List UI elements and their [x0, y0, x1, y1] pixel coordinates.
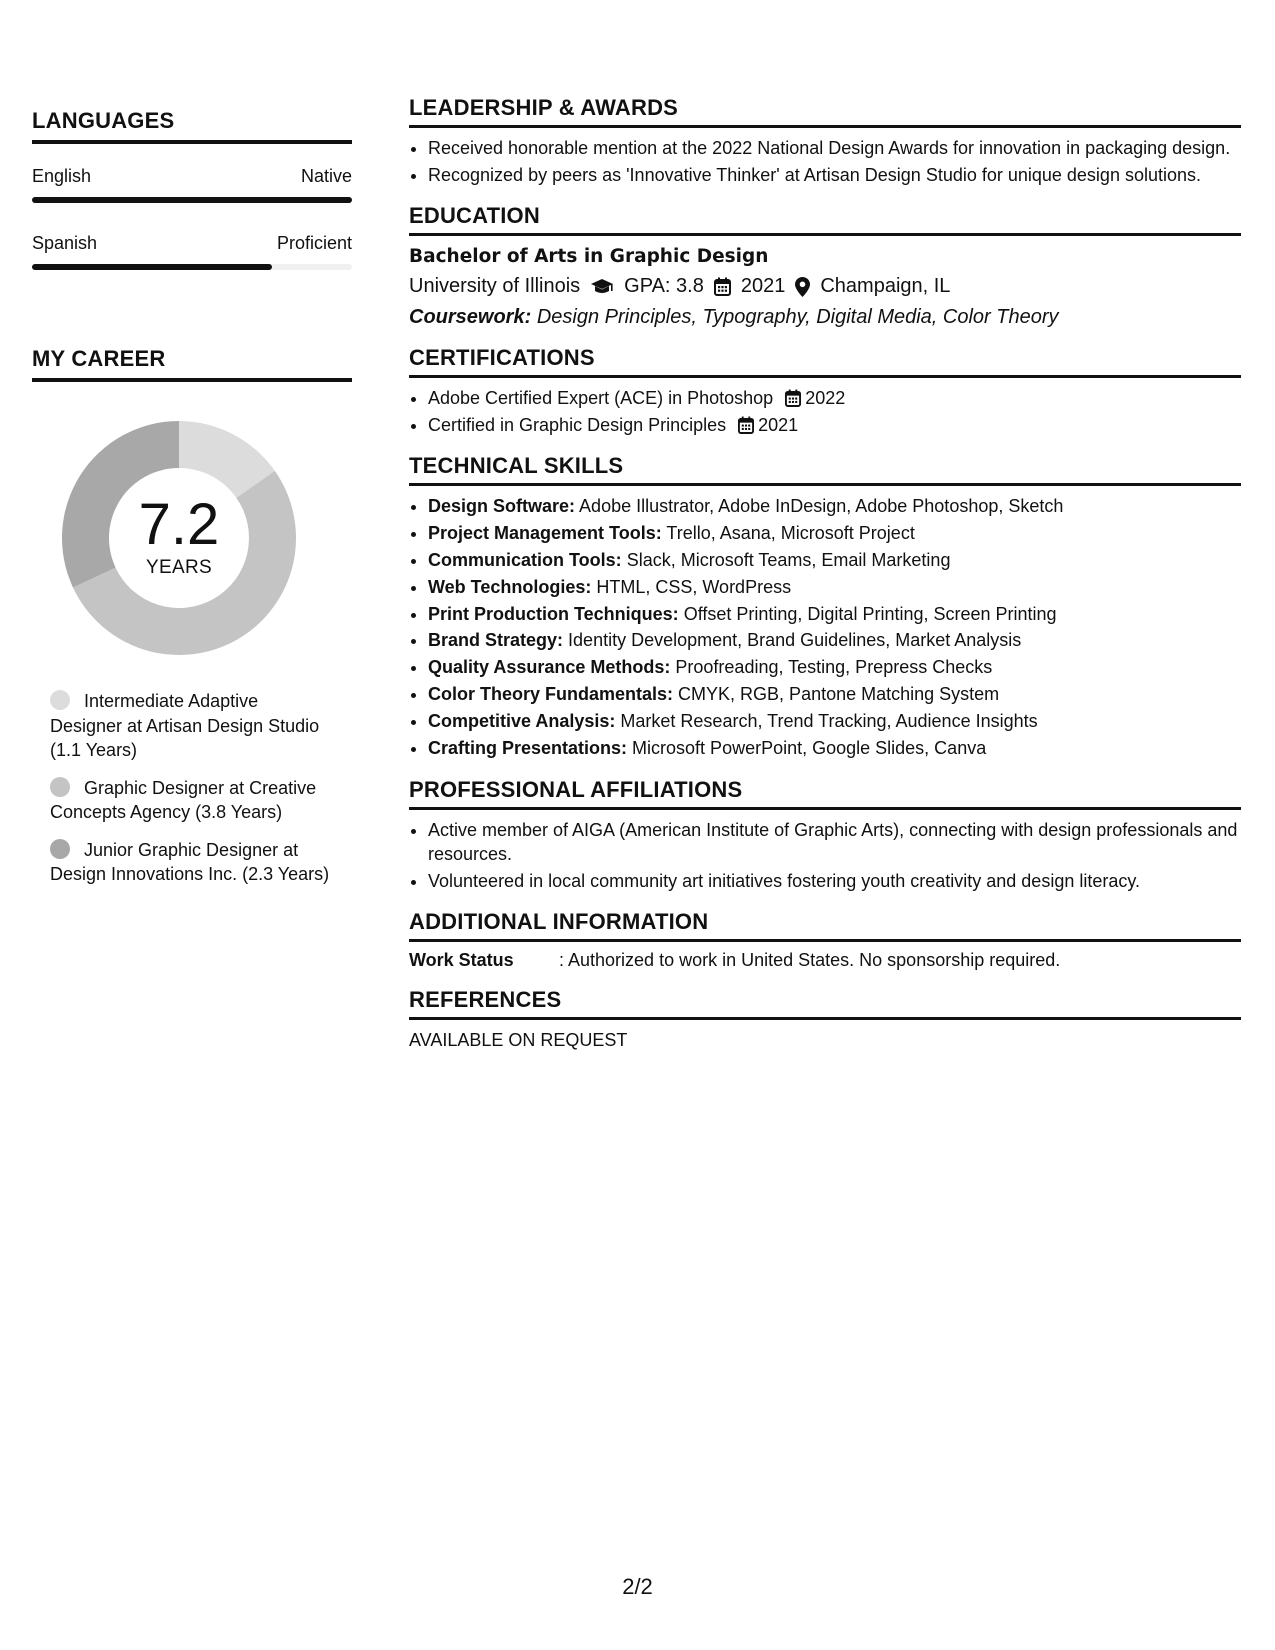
skill-label: Web Technologies:	[428, 576, 592, 597]
list-item	[428, 548, 1241, 573]
list-item	[428, 386, 1241, 411]
certification-year: 2021	[758, 414, 799, 435]
list-item	[428, 736, 1241, 761]
graduation-cap-icon	[590, 278, 614, 296]
certifications-list	[409, 386, 1241, 437]
skills-heading: TECHNICAL SKILLS	[409, 453, 1241, 486]
skill-value: Trello, Asana, Microsoft Project	[666, 522, 915, 543]
calendar-icon	[714, 277, 731, 296]
skill-label: Project Management Tools:	[428, 522, 662, 543]
list-item	[428, 709, 1241, 734]
skill-label: Competitive Analysis:	[428, 711, 616, 732]
skill-label: Brand Strategy:	[428, 630, 564, 651]
career-legend	[50, 689, 335, 887]
additional-info-heading: ADDITIONAL INFORMATION	[409, 909, 1241, 942]
graduation-year: 2021	[740, 275, 786, 297]
skill-value: Market Research, Trend Tracking, Audience Insights	[620, 711, 1038, 732]
references-heading: REFERENCES	[409, 987, 1241, 1020]
certification-name: • Certified in Graphic Design Principles	[428, 414, 727, 435]
legend-item	[50, 689, 335, 763]
skill-value: HTML, CSS, WordPress	[596, 576, 792, 597]
skill-value: Slack, Microsoft Teams, Email Marketing	[626, 549, 951, 570]
additional-info-section	[409, 909, 1241, 971]
legend-label: Junior Graphic Designer at Design Innovations Inc. (2.3 Years)	[50, 839, 330, 884]
skills-list	[409, 494, 1241, 761]
language-level-bar-fill	[32, 264, 272, 270]
legend-item	[50, 776, 335, 825]
info-row	[409, 950, 1241, 971]
language-level-bar	[32, 197, 352, 203]
list-item	[428, 521, 1241, 546]
legend-dot	[50, 690, 70, 710]
career-total-unit: YEARS	[146, 557, 212, 578]
skill-label: Quality Assurance Methods:	[428, 657, 671, 678]
education-section	[409, 203, 1241, 329]
skill-value: CMYK, RGB, Pantone Matching System	[678, 684, 1000, 705]
skill-value: Offset Printing, Digital Printing, Screen Printing	[683, 603, 1057, 624]
list-item	[428, 628, 1241, 653]
skill-value: Adobe Illustrator, Adobe InDesign, Adobe Photoshop, Sketch	[579, 496, 1064, 516]
legend-item	[50, 838, 335, 887]
language-spanish	[32, 233, 352, 270]
skill-value: Identity Development, Brand Guidelines, Market Analysis	[568, 630, 1022, 651]
language-level: Native	[300, 166, 352, 186]
skill-value: Microsoft PowerPoint, Google Slides, Canva	[632, 738, 987, 759]
career-donut-chart	[56, 415, 302, 661]
skill-value: Proofreading, Testing, Prepress Checks	[675, 657, 993, 678]
education-heading: EDUCATION	[409, 203, 1241, 236]
certification-name: • Adobe Certified Expert (ACE) in Photoshop	[428, 388, 774, 408]
career-total-years: 7.2	[138, 492, 220, 557]
list-item: • Received honorable mention at the 2022 National Design Awards for innovation in packaging design.	[428, 136, 1241, 161]
list-item: • Active member of AIGA (American Institute of Graphic Arts), connecting with design professionals and resources.	[428, 818, 1241, 867]
leadership-heading: LEADERSHIP & AWARDS	[409, 95, 1241, 128]
language-level-bar	[32, 264, 352, 270]
skill-label: Print Production Techniques:	[428, 603, 679, 624]
left-column	[32, 108, 352, 900]
affiliations-list	[409, 818, 1241, 894]
legend-label: Intermediate Adaptive Designer at Artisan Design Studio (1.1 Years)	[50, 691, 320, 760]
certifications-section	[409, 345, 1241, 437]
legend-dot	[50, 839, 70, 859]
calendar-icon	[738, 416, 754, 434]
affiliations-heading: PROFESSIONAL AFFILIATIONS	[409, 777, 1241, 810]
skill-label: Communication Tools:	[428, 549, 622, 570]
donut-center	[56, 492, 302, 579]
certifications-heading: CERTIFICATIONS	[409, 345, 1241, 378]
skills-section	[409, 453, 1241, 761]
coursework	[409, 306, 1241, 329]
list-item: • Volunteered in local community art initiatives fostering youth creativity and design literacy.	[428, 869, 1241, 894]
language-level: Proficient	[276, 233, 352, 253]
list-item	[428, 682, 1241, 707]
language-name: Spanish	[32, 233, 98, 253]
list-item: • Recognized by peers as 'Innovative Thinker' at Artisan Design Studio for unique design solutions.	[428, 163, 1241, 188]
page-number: 2/2	[622, 1574, 653, 1599]
info-value: : Authorized to work in United States. No sponsorship required.	[559, 950, 1061, 971]
languages-heading: LANGUAGES	[32, 108, 352, 144]
references-section	[409, 987, 1241, 1051]
career-heading: MY CAREER	[32, 346, 352, 382]
calendar-icon	[785, 389, 801, 407]
language-english	[32, 166, 352, 203]
skill-label: Crafting Presentations:	[428, 738, 628, 759]
list-item	[428, 575, 1241, 600]
legend-dot	[50, 777, 70, 797]
affiliations-section	[409, 777, 1241, 894]
degree-title: Bachelor of Arts in Graphic Design	[409, 246, 769, 267]
references-text: AVAILABLE ON REQUEST	[409, 1030, 628, 1051]
education-details	[409, 275, 1241, 298]
list-item	[428, 655, 1241, 680]
coursework-label: Coursework:	[409, 306, 532, 328]
coursework-list: Design Principles, Typography, Digital Media, Color Theory	[536, 306, 1059, 328]
info-key: Work Status	[409, 950, 514, 971]
map-pin-icon	[795, 277, 810, 297]
list-item	[428, 602, 1241, 627]
language-level-bar-fill	[32, 197, 352, 203]
list-item	[428, 413, 1241, 438]
gpa: GPA: 3.8	[624, 275, 704, 297]
language-name: English	[32, 166, 92, 186]
leadership-section	[409, 95, 1241, 187]
leadership-list	[409, 136, 1241, 187]
skill-label: Color Theory Fundamentals:	[428, 684, 674, 705]
skill-label: Design Software:	[428, 496, 576, 516]
list-item	[428, 494, 1241, 519]
school-name: University of Illinois	[409, 275, 581, 297]
certification-year: 2022	[805, 388, 846, 408]
right-column	[409, 95, 1241, 1067]
school-location: Champaign, IL	[820, 275, 951, 297]
legend-label: Graphic Designer at Creative Concepts Agency (3.8 Years)	[50, 777, 317, 822]
